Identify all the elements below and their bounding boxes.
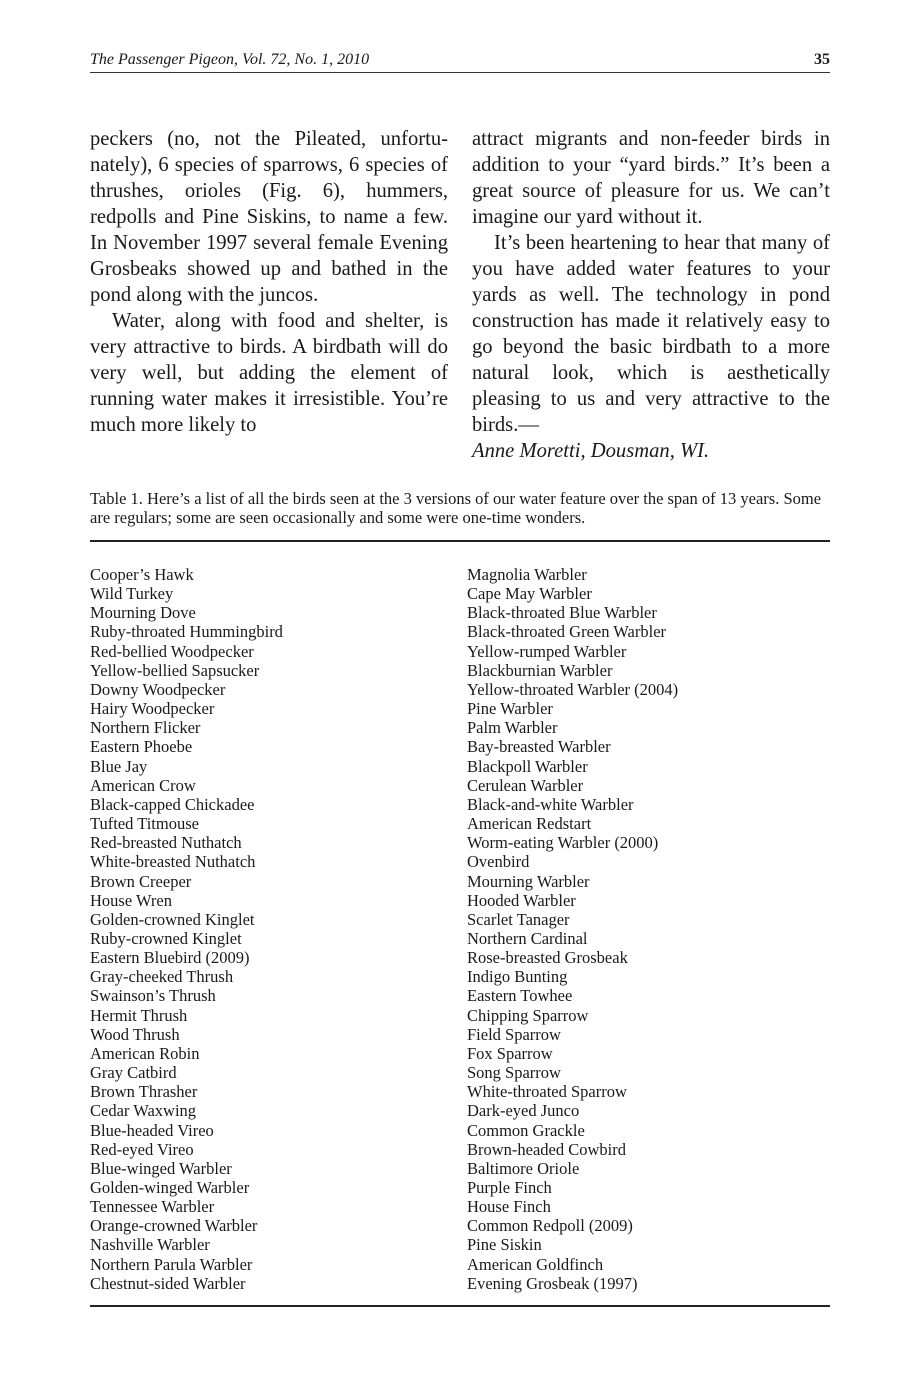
bird-species-item: Red-eyed Vireo [90,1139,194,1159]
bird-species-item: Black-throated Green Warbler [467,622,667,642]
bird-species-item: Brown Thrasher [90,1082,198,1102]
header-rule [90,72,830,73]
bird-species-item: House Finch [467,1197,551,1217]
bird-species-item: Blue-headed Vireo [90,1120,214,1140]
bird-species-item: Brown-headed Cowbird [467,1139,627,1159]
bird-species-item: Northern Cardinal [467,928,588,948]
bird-species-item: Purple Finch [467,1178,552,1197]
bird-species-item: Yellow-throated Warbler (2004) [467,679,679,699]
bird-species-item: Palm Warbler [467,718,558,738]
bird-species-item: Downy Woodpecker [90,679,226,699]
bird-species-item: Blue Jay [90,756,148,776]
bird-species-item: Bay-breasted Warbler [467,737,611,757]
paragraph: attract migrants and non-feeder birds in addition to your “yard birds.” It’s been a great source of pleasure for us. We can’t imagine our yard without it. [472,128,830,228]
bird-species-item: Black-and-white Warbler [467,794,634,814]
bird-species-item: American Redstart [467,814,592,834]
bird-species-item: Field Sparrow [467,1024,561,1044]
bird-species-item: Song Sparrow [467,1063,561,1083]
bird-species-item: Worm-eating Warbler (2000) [467,833,659,853]
bird-species-item: Orange-crowned Warbler [90,1216,258,1236]
bird-species-item: Cerulean Warbler [467,775,584,795]
bird-species-item: Blue-winged Warbler [90,1158,232,1178]
bird-species-item: American Goldfinch [467,1254,604,1274]
bird-species-item: Hairy Woodpecker [90,699,215,719]
table-bottom-rule [90,1305,830,1307]
paragraph [472,230,830,464]
paragraph: Water, along with food and shelter, is very attractive to birds. A birdbath will do very well, but adding the element of running water makes it irresistible. You’re much more likely to [90,310,448,436]
bird-species-item: Yellow-rumped Warbler [467,641,627,661]
bird-species-item: Black-throated Blue Warbler [467,603,657,623]
author-signature: Anne Moretti, Dousman, WI. [472,440,710,462]
bird-species-item: Fox Sparrow [467,1043,553,1063]
bird-species-item: Golden-winged Warbler [90,1178,250,1197]
bird-species-item: Brown Creeper [90,871,192,891]
bird-species-item: Yellow-bellied Sapsucker [90,660,260,680]
bird-species-item: Chipping Sparrow [467,1005,589,1025]
bird-species-item: Rose-breasted Grosbeak [467,948,628,968]
bird-species-item: Pine Siskin [467,1235,542,1255]
bird-species-item: Ovenbird [467,852,530,872]
bird-species-item: Gray-cheeked Thrush [90,967,234,987]
bird-species-item: Magnolia Warbler [467,565,587,584]
bird-species-item: Northern Parula Warbler [90,1254,253,1274]
bird-species-item: Red-bellied Woodpecker [90,641,254,661]
bird-species-item: American Robin [90,1043,200,1063]
bird-species-item: Red-breasted Nuthatch [90,833,242,853]
bird-species-item: Tennessee Warbler [90,1197,215,1217]
bird-species-item: Northern Flicker [90,718,201,738]
bird-species-item: Scarlet Tanager [467,909,570,929]
table-top-rule [90,540,830,542]
paragraph: peckers (no, not the Pileated, unfortunately), 6 species of sparrows, 6 species of thrushes, orioles (Fig. 6), hummers, redpolls and Pine Siskins, to name a few. In November 1997 several female Evening Grosbeaks showed up and bathed in the pond along with the juncos. [90,128,448,306]
bird-species-item: Gray Catbird [90,1063,177,1083]
bird-species-item: Swainson’s Thrush [90,986,216,1006]
bird-species-item: Evening Grosbeak (1997) [467,1273,638,1293]
bird-species-item: Wild Turkey [90,584,174,604]
bird-species-item: Golden-crowned Kinglet [90,909,255,929]
bird-list-left [90,565,450,1293]
running-title: The Passenger Pigeon, Vol. 72, No. 1, 2010 [90,51,370,68]
bird-species-item: Cooper’s Hawk [90,565,194,584]
bird-species-item: Baltimore Oriole [467,1158,580,1178]
bird-species-item: Indigo Bunting [467,967,568,987]
bird-species-item: Black-capped Chickadee [90,794,255,814]
bird-species-item: House Wren [90,890,172,910]
bird-list-right [467,565,827,1293]
bird-species-item: Wood Thrush [90,1024,180,1044]
bird-species-item: Tufted Titmouse [90,814,199,834]
bird-species-item: Nashville Warbler [90,1235,210,1255]
bird-species-item: Mourning Dove [90,603,196,623]
bird-species-item: Blackburnian Warbler [467,660,613,680]
bird-species-item: Cape May Warbler [467,584,592,604]
page-number: 35 [814,51,830,68]
bird-species-item: Eastern Phoebe [90,737,193,757]
bird-species-item: White-throated Sparrow [467,1082,627,1102]
bird-species-item: Cedar Waxwing [90,1101,197,1121]
bird-species-item: Hermit Thrush [90,1005,188,1025]
bird-species-item: American Crow [90,775,196,795]
paragraph-text: It’s been heartening to hear that many of you have added water features to your yards as well. The technology in pond construction has made it relatively easy to go beyond the basic birdbath to a more natural look, which is aesthetically pleasing to us and very attractive to the birds.— [472,232,830,436]
body-column-left [90,126,448,438]
body-column-right [472,126,830,464]
bird-species-item: Hooded Warbler [467,890,576,910]
bird-species-item: Chestnut-sided Warbler [90,1273,246,1293]
bird-species-item: Ruby-crowned Kinglet [90,928,242,948]
bird-species-item: Eastern Bluebird (2009) [90,948,250,968]
bird-species-item: Dark-eyed Junco [467,1101,580,1121]
bird-species-item: Blackpoll Warbler [467,756,588,776]
bird-species-item: Pine Warbler [467,699,553,719]
bird-species-item: White-breasted Nuthatch [90,852,256,872]
bird-species-item: Mourning Warbler [467,871,590,891]
bird-species-item: Common Grackle [467,1120,585,1140]
bird-species-item: Common Redpoll (2009) [467,1216,633,1236]
bird-species-item: Ruby-throated Hummingbird [90,622,283,642]
bird-species-item: Eastern Towhee [467,986,573,1006]
table-caption: Table 1. Here’s a list of all the birds seen at the 3 versions of our water feature over the span of 13 years. Some are regulars; some are seen occasionally and some were one-time wonders. [90,489,822,527]
